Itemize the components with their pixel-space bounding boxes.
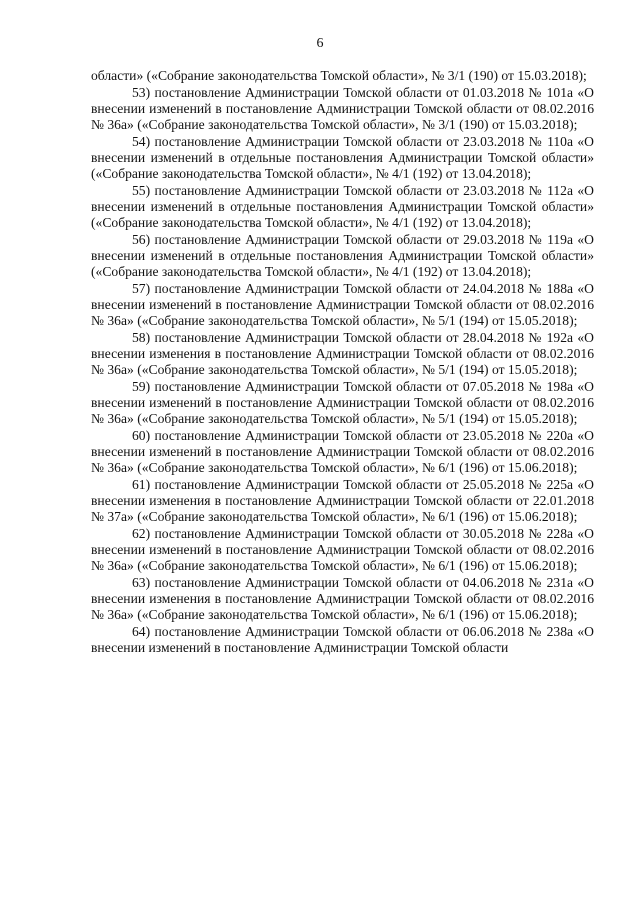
list-item-60: 60) постановление Администрации Томской области от 23.05.2018 № 220а «О внесении изменений в постановление Администрации Томской области от 08.02.2016 № 36а» («Собрание законодательства Томской области», № 6/1 (196) от 15.06.2018); — [91, 428, 594, 475]
document-body — [91, 68, 594, 656]
list-item-64: 64) постановление Администрации Томской области от 06.06.2018 № 238а «О внесении изменений в постановление Администрации Томской области — [91, 624, 594, 655]
list-item-53: 53) постановление Администрации Томской области от 01.03.2018 № 101а «О внесении изменений в постановление Администрации Томской области от 08.02.2016 № 36а» («Собрание законодательства Томской области», № 3/1 (190) от 15.03.2018); — [91, 85, 594, 132]
list-item-61: 61) постановление Администрации Томской области от 25.05.2018 № 225а «О внесении изменения в постановление Администрации Томской области от 22.01.2018 № 37а» («Собрание законодательства Томской области», № 6/1 (196) от 15.06.2018); — [91, 477, 594, 524]
list-item-59: 59) постановление Администрации Томской области от 07.05.2018 № 198а «О внесении изменений в постановление Администрации Томской области от 08.02.2016 № 36а» («Собрание законодательства Томской области», № 5/1 (194) от 15.05.2018); — [91, 379, 594, 426]
page-number: 6 — [316, 36, 324, 51]
list-item-58: 58) постановление Администрации Томской области от 28.04.2018 № 192а «О внесении изменения в постановление Администрации Томской области от 08.02.2016 № 36а» («Собрание законодательства Томской области», № 5/1 (194) от 15.05.2018); — [91, 330, 594, 377]
list-item-62: 62) постановление Администрации Томской области от 30.05.2018 № 228а «О внесении изменений в постановление Администрации Томской области от 08.02.2016 № 36а» («Собрание законодательства Томской области», № 6/1 (196) от 15.06.2018); — [91, 526, 594, 573]
list-item-56: 56) постановление Администрации Томской области от 29.03.2018 № 119а «О внесении изменений в отдельные постановления Администрации Томской области» («Собрание законодательства Томской области», № 4/1 (192) от 13.04.2018); — [91, 232, 594, 279]
paragraph-continuation: области» («Собрание законодательства Томской области», № 3/1 (190) от 15.03.2018); — [91, 68, 587, 83]
list-item-57: 57) постановление Администрации Томской области от 24.04.2018 № 188а «О внесении изменений в постановление Администрации Томской области от 08.02.2016 № 36а» («Собрание законодательства Томской области», № 5/1 (194) от 15.05.2018); — [91, 281, 594, 328]
list-item-63: 63) постановление Администрации Томской области от 04.06.2018 № 231а «О внесении изменения в постановление Администрации Томской области от 08.02.2016 № 36а» («Собрание законодательства Томской области», № 6/1 (196) от 15.06.2018); — [91, 575, 594, 622]
list-item-54: 54) постановление Администрации Томской области от 23.03.2018 № 110а «О внесении изменений в отдельные постановления Администрации Томской области» («Собрание законодательства Томской области», № 4/1 (192) от 13.04.2018); — [91, 134, 594, 181]
list-item-55: 55) постановление Администрации Томской области от 23.03.2018 № 112а «О внесении изменений в отдельные постановления Администрации Томской области» («Собрание законодательства Томской области», № 4/1 (192) от 13.04.2018); — [91, 183, 594, 230]
